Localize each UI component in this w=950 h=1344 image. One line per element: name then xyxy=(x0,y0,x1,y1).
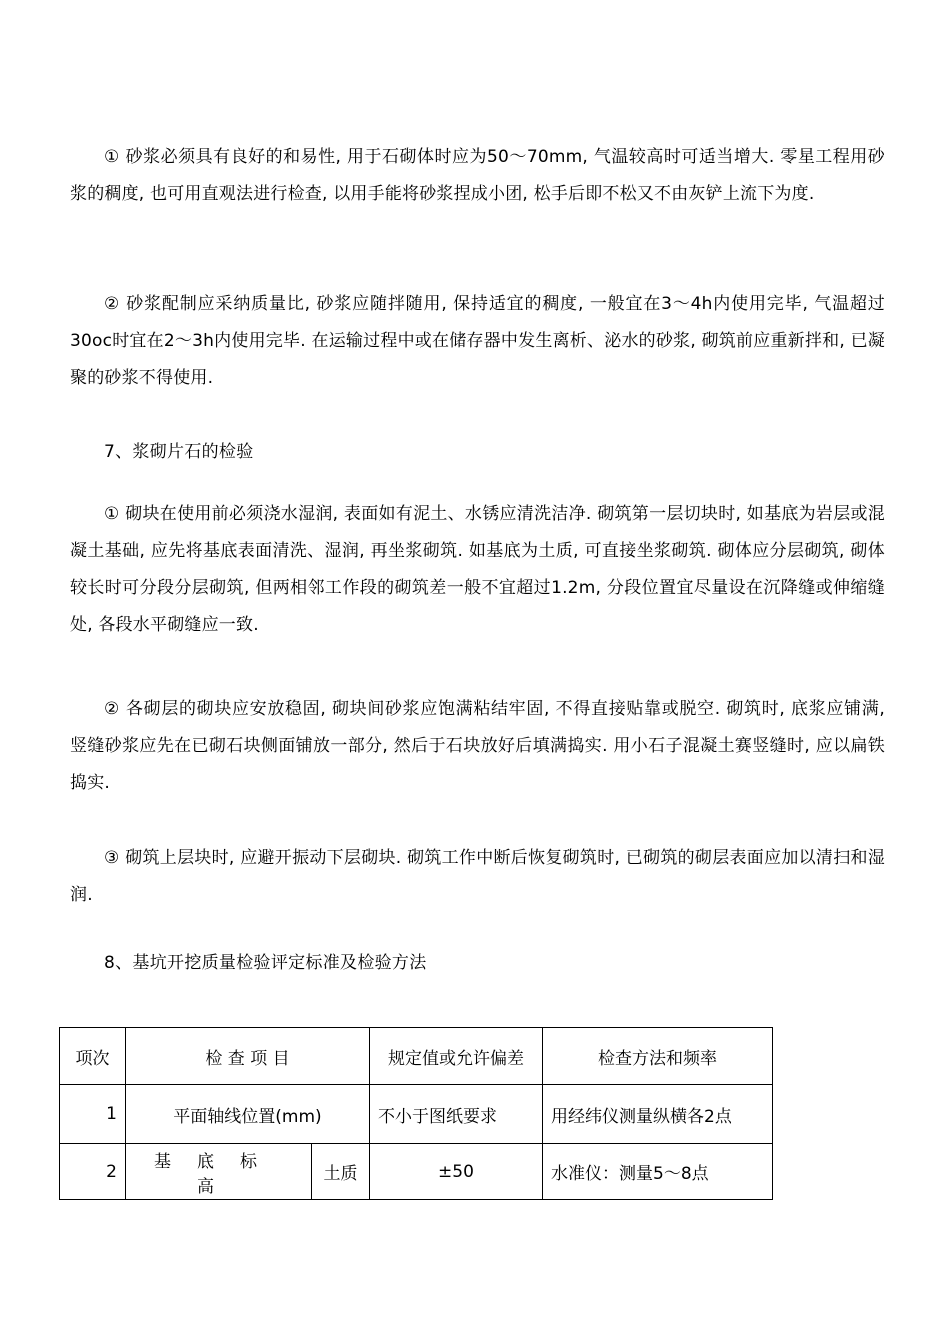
table-row xyxy=(60,1144,773,1200)
section-heading-8: 8、基坑开挖质量检验评定标准及检验方法 xyxy=(104,953,427,973)
header-allowed-deviation: 规定值或允许偏差 xyxy=(370,1028,543,1085)
paragraph-mortar-workability: ① 砂浆必须具有良好的和易性, 用于石砌体时应为50～70mm, 气温较高时可适当增大. 零星工程用砂浆的稠度, 也可用直观法进行检查, 以用手能将砂浆捏成小团, 松手后即不松又不由灰铲上流下为度. xyxy=(70,147,885,204)
table-row xyxy=(60,1085,773,1144)
row-number: 2 xyxy=(60,1144,126,1200)
row-check-item: 基底标高 xyxy=(126,1144,312,1200)
paragraph-upper-layer: ③ 砌筑上层块时, 应避开振动下层砌块. 砌筑工作中断后恢复砌筑时, 已砌筑的砌层表面应加以清扫和湿润. xyxy=(70,848,885,905)
row-number: 1 xyxy=(60,1085,126,1144)
section-heading-7: 7、浆砌片石的检验 xyxy=(104,442,254,462)
row-check-method: 用经纬仪测量纵横各2点 xyxy=(543,1085,773,1144)
row-check-item: 平面轴线位置(mm) xyxy=(126,1085,370,1144)
header-check-item: 检 查 项 目 xyxy=(126,1028,370,1085)
row-allowed-value: ±50 xyxy=(370,1144,543,1200)
row-allowed-value: 不小于图纸要求 xyxy=(370,1085,543,1144)
header-item-no: 项次 xyxy=(60,1028,126,1085)
paragraph-mortar-mixing: ② 砂浆配制应采纳质量比, 砂浆应随拌随用, 保持适宜的稠度, 一般宜在3～4h内使用完毕, 气温超过30oc时宜在2～3h内使用完毕. 在运输过程中或在储存器中发生离析、泌水的砂浆, 砌筑前应重新拌和, 已凝聚的砂浆不得使用. xyxy=(70,294,885,388)
row-soil-type: 土质 xyxy=(312,1144,370,1200)
header-check-method: 检查方法和频率 xyxy=(543,1028,773,1085)
inspection-table xyxy=(59,1027,773,1200)
row-check-method: 水准仪：测量5～8点 xyxy=(543,1144,773,1200)
paragraph-block-placement: ② 各砌层的砌块应安放稳固, 砌块间砂浆应饱满粘结牢固, 不得直接贴靠或脱空. 砌筑时, 底浆应铺满, 竖缝砂浆应先在已砌石块侧面铺放一部分, 然后于石块放好后填满捣实. 用小石子混凝土赛竖缝时, 应以扁铁捣实. xyxy=(70,699,885,793)
paragraph-block-wetting: ① 砌块在使用前必须浇水湿润, 表面如有泥土、水锈应清洗洁净. 砌筑第一层切块时, 如基底为岩层或混凝土基础, 应先将基底表面清洗、湿润, 再坐浆砌筑. 如基底为土质, 可直接坐浆砌筑. 砌体应分层砌筑, 砌体较长时可分段分层砌筑, 但两相邻工作段的砌筑差一般不宜超过1.2m, 分段位置宜尽量设在沉降缝或伸缩缝处, 各段水平砌缝应一致. xyxy=(70,504,885,635)
table-header-row xyxy=(60,1028,773,1085)
